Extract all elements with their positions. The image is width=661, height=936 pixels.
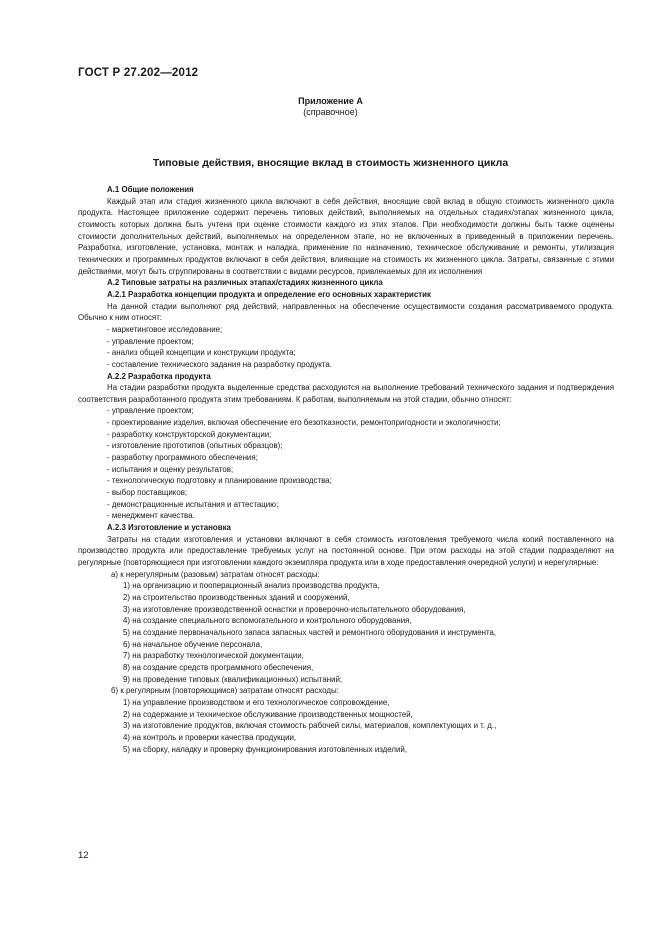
list-item: 2) на содержание и техническое обслуживание производственных мощностей, [123,709,413,719]
list-item: 9) на проведение типовых (квалификационных) испытаний; [123,674,343,684]
list-item: - разработку конструкторской документации; [107,429,272,439]
list-item: 4) на создание специального вспомогательного и контрольного оборудования, [123,616,412,626]
list-item: 7) на разработку технологической документации, [123,651,304,661]
paragraph-a1: Каждый этап или стадия жизненного цикла включают в себя действия, вносящие свой вклад в общую стоимость жизненного цикла продукта. Настоящее приложение содержит перечень типовых действий, выполняемых на отдельных стадиях/этапах жизненного цикла, стоимость которых должна быть учтена при оценке стоимости каждого из этих этапов. При необходимости должны быть также оценены стоимости дополнительных действий, выполняемых на определенном этапе, но не включенных в приведенный в приложении перечень. Разработка, изготовление, установка, монтаж и наладка, применение по назначению, техническое обслуживание и ремонты, утилизация технических и программных продуктов включают в себя действия, влияющие на стоимость их жизненного цикла. Затраты, связанные с этими действиями, могут быть сгруппированы в соответствии с видами ресурсов, привлекаемых для их исполнения [78,196,614,276]
list-item: - разработку программного обеспечения; [107,453,258,463]
section-heading-a22: А.2.2 Разработка продукта [107,371,211,381]
standard-header: ГОСТ Р 27.202—2012 [78,67,199,79]
list-item: - менеджмент качества. [107,511,195,521]
list-item: 5) на создание первоначального запаса запасных частей и ремонтного оборудования и инструмента, [123,627,497,637]
annex-label: Приложение А [298,96,363,106]
list-item: - управление проектом; [107,406,194,416]
page-number: 12 [78,850,89,861]
list-item: 1) на управление производством и его технологическое сопровождение, [123,697,390,707]
list-item: - испытания и оценку результатов; [107,464,234,474]
annex-label-block [0,96,661,118]
list-group-label-a: а) к нерегулярным (разовым) затратам относят расходы: [111,569,320,579]
list-item: - управление проектом; [107,336,194,346]
list-item: 4) на контроль и проверки качества продукции, [123,732,297,742]
list-item: - изготовление прототипов (опытных образцов); [107,441,283,451]
list-item: 3) на изготовление продуктов, включая стоимость рабочей силы, материалов, комплектующих и т. д., [123,721,497,731]
list-group-label-b: б) к регулярным (повторяющимся) затратам относят расходы: [111,686,339,696]
list-item: - проектирование изделия, включая обеспечение его безотказности, ремонтопригодности и экологичности; [107,418,501,428]
paragraph-a23: Затраты на стадии изготовления и установки включают в себя стоимость изготовления требуемого числа копий поставленного на производство продукта или предоставление требуемых услуг на постоянной основе. При этом расходы на этой стадии подразделяют на регулярные (повторяющиеся при изготовлении каждого экземпляра продукта или в ходе предоставления очередной услуги) и нерегулярные: [78,534,614,567]
list-item: 3) на изготовление производственной оснастки и проверочно-испытательного оборудования, [123,604,466,614]
section-heading-a23: А.2.3 Изготовление и установка [107,523,231,533]
list-item: 5) на сборку, наладку и проверку функционирования изготовленных изделий, [123,744,408,754]
annex-status: (справочное) [303,107,358,117]
list-item: 6) на начальное обучение персонала, [123,639,263,649]
paragraph-a22: На стадии разработки продукта выделенные средства расходуются на выполнение требований технического задания и подтверждения соответствия разработанного продукта этим требованиям. К работам, выполняемым на этой стадии, обычно относят: [78,383,614,404]
list-item: 1) на организацию и пооперационный анализ производства продукта, [123,581,380,591]
list-item: - маркетинговое исследование; [107,324,223,334]
list-item: - составление технического задания на разработку продукта. [107,359,332,369]
annex-title: Типовые действия, вносящие вклад в стоимость жизненного цикла [152,157,509,169]
section-heading-a2: А.2 Типовые затраты на различных этапах/стадиях жизненного цикла [107,278,383,288]
list-item: - технологическую подготовку и планирование производства; [107,476,332,486]
list-item: - демонстрационные испытания и аттестацию; [107,499,279,509]
section-heading-a21: А.2.1 Разработка концепции продукта и определение его основных характеристик [107,289,431,299]
paragraph-a21: На данной стадии выполняют ряд действий, направленных на обеспечение осуществимости создания рассматриваемого продукта. Обычно к ним относят: [78,301,614,323]
section-heading-a1: А.1 Общие положения [107,185,194,194]
list-item: 8) на создание средств программного обеспечения, [123,662,314,672]
list-item: 2) на строительство производственных зданий и сооружений, [123,592,350,602]
list-item: - выбор поставщиков; [107,488,188,498]
document-body [78,184,614,755]
list-item: - анализ общей концепции и конструкции продукта; [107,348,296,358]
